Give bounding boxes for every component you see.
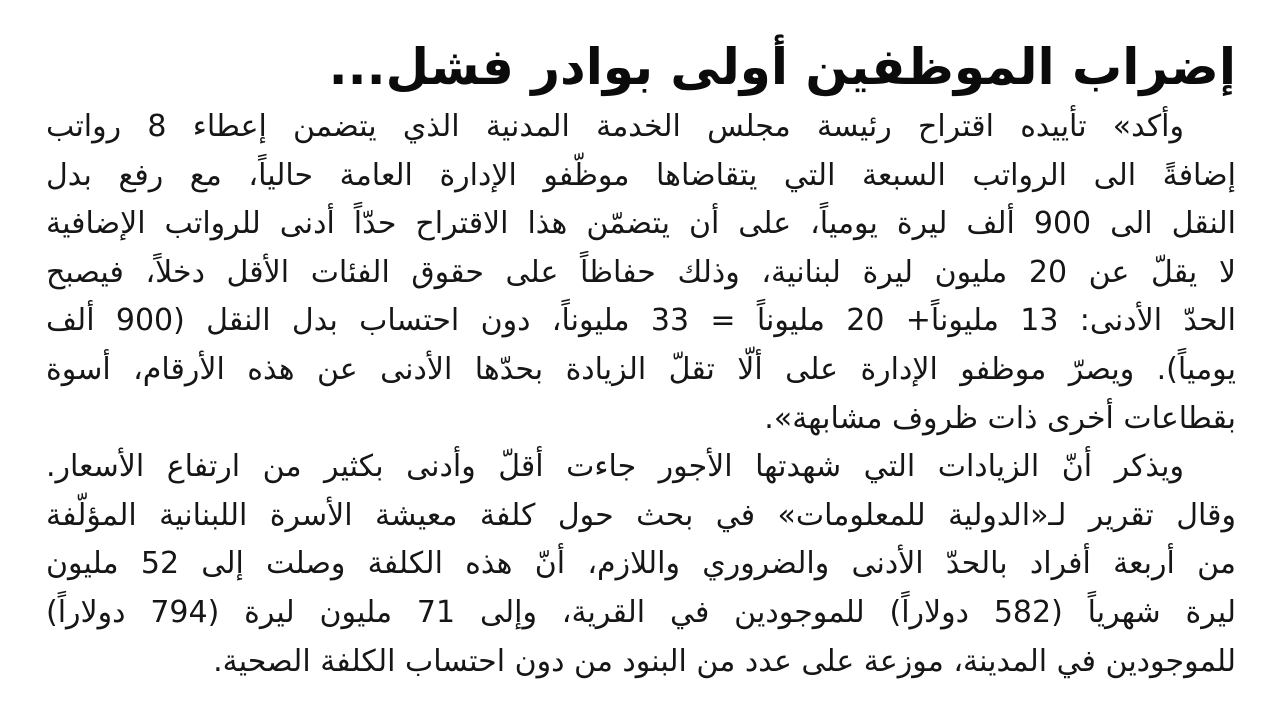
article-body bbox=[46, 103, 1236, 686]
paragraph-line: يومياً). ويصرّ موظفو الإدارة على ألّا تقلّ الزيادة بحدّها الأدنى عن هذه الأرقام، أسوة bbox=[46, 351, 1236, 387]
paragraph-line: للموجودين في المدينة، موزعة على عدد من البنود من دون احتساب الكلفة الصحية. bbox=[213, 643, 1236, 679]
paragraph-line: وأكد» تأييده اقتراح رئيسة مجلس الخدمة المدنية الذي يتضمن إعطاء 8 رواتب bbox=[46, 109, 1185, 144]
paragraph-line: إضافةً الى الرواتب السبعة التي يتقاضاها موظّفو الإدارة العامة حالياً، مع رفع بدل bbox=[46, 157, 1236, 193]
paragraph-1 bbox=[46, 103, 1236, 443]
paragraph-2 bbox=[46, 443, 1236, 686]
paragraph-line: ليرة شهرياً (582 دولاراً) للموجودين في القرية، وإلى 71 مليون ليرة (794 دولاراً) bbox=[46, 594, 1236, 630]
paragraph-line: ويذكر أنّ الزيادات التي شهدتها الأجور جاءت أقلّ وأدنى بكثير من ارتفاع الأسعار. bbox=[46, 449, 1184, 485]
paragraph-line: الحدّ الأدنى: 13 مليوناً+ 20 مليوناً = 33 مليوناً، دون احتساب بدل النقل (900 ألف bbox=[46, 303, 1236, 339]
cropped-text-fragment-bottom bbox=[552, 712, 582, 724]
paragraph-line: بقطاعات أخرى ذات ظروف مشابهة». bbox=[764, 400, 1236, 436]
cropped-text-fragment-top bbox=[930, 0, 1050, 6]
paragraph-line: وقال تقرير لـ«الدولية للمعلومات» في بحث حول كلفة معيشة الأسرة اللبنانية المؤلّفة bbox=[46, 497, 1236, 533]
paragraph-line: لا يقلّ عن 20 مليون ليرة لبنانية، وذلك حفاظاً على حقوق الفئات الأقل دخلاً، فيصبح bbox=[46, 254, 1236, 290]
paragraph-line: النقل الى 900 ألف ليرة يومياً، على أن يتضمّن هذا الاقتراح حدّاً أدنى للرواتب الإضافية bbox=[46, 206, 1236, 242]
paragraph-line: من أربعة أفراد بالحدّ الأدنى والضروري واللازم، أنّ هذه الكلفة وصلت إلى 52 مليون bbox=[46, 546, 1236, 582]
article-headline: إضراب الموظفين أولى بوادر فشل... bbox=[328, 38, 1236, 96]
